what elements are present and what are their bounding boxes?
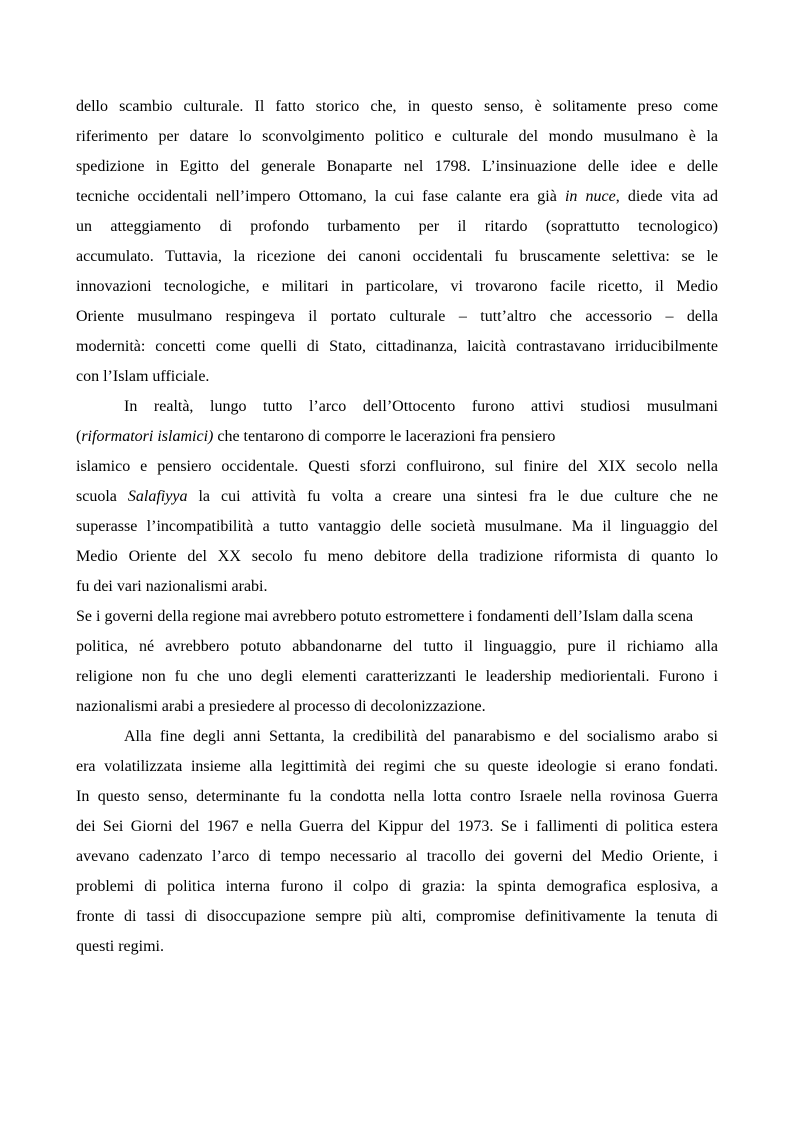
italic-term: Salafiyya <box>127 488 188 505</box>
text-line: dello scambio culturale. Il fatto storico che, in questo senso, è solitamente preso come <box>76 98 718 115</box>
text-line: era volatilizzata insieme alla legittimità dei regimi che su queste ideologie si erano fondati. <box>76 758 718 775</box>
text-line: religione non fu che uno degli elementi caratterizzanti le leadership mediorientali. Furono i <box>76 668 718 685</box>
text-line: superasse l’incompatibilità a tutto vantaggio delle società musulmane. Ma il linguaggio del <box>76 518 718 535</box>
paragraph-first-line: Alla fine degli anni Settanta, la credibilità del panarabismo e del socialismo arabo si <box>124 728 718 745</box>
text-line: spedizione in Egitto del generale Bonaparte nel 1798. L’insinuazione delle idee e delle <box>76 158 718 175</box>
text-line: modernità: concetti come quelli di Stato, cittadinanza, laicità contrastavano irriducibilmente <box>76 338 718 355</box>
text-segment: tecniche occidentali nell’impero Ottomano, la cui fase calante era già <box>76 188 565 205</box>
text-line: problemi di politica interna furono il colpo di grazia: la spinta demografica esplosiva, a <box>76 878 718 895</box>
text-line: riferimento per datare lo sconvolgimento politico e culturale del mondo musulmano è la <box>76 128 718 145</box>
text-line <box>76 422 718 452</box>
text-line: Se i governi della regione mai avrebbero potuto estromettere i fondamenti dell’Islam dalla scena <box>76 608 694 625</box>
text-segment: la cui attività fu volta a creare una sintesi fra le due culture che ne <box>187 488 718 505</box>
text-line: In questo senso, determinante fu la condotta nella lotta contro Israele nella rovinosa Guerra <box>76 788 718 805</box>
text-line: fronte di tassi di disoccupazione sempre più alti, compromise definitivamente la tenuta di <box>76 908 718 925</box>
document-body <box>76 92 718 962</box>
text-line <box>76 182 718 212</box>
text-segment: , diede vita ad <box>615 188 718 205</box>
text-segment: ( <box>76 428 82 445</box>
text-segment: che tentarono di comporre le lacerazioni fra pensiero <box>213 428 556 445</box>
text-line: accumulato. Tuttavia, la ricezione dei canoni occidentali fu bruscamente selettiva: se le <box>76 248 718 265</box>
text-line: fu dei vari nazionalismi arabi. <box>76 578 268 595</box>
text-line: innovazioni tecnologiche, e militari in particolare, vi trovarono facile ricetto, il Medio <box>76 278 718 295</box>
text-line: Oriente musulmano respingeva il portato culturale – tutt’altro che accessorio – della <box>76 308 718 325</box>
text-line: politica, né avrebbero potuto abbandonarne del tutto il linguaggio, pure il richiamo alla <box>76 638 718 655</box>
text-line: un atteggiamento di profondo turbamento per il ritardo (soprattutto tecnologico) <box>76 218 718 235</box>
italic-term: in nuce <box>564 188 616 205</box>
text-line <box>76 482 718 512</box>
text-line: islamico e pensiero occidentale. Questi sforzi confluirono, sul finire del XIX secolo nella <box>76 458 718 475</box>
text-line: con l’Islam ufficiale. <box>76 368 210 385</box>
text-line: Medio Oriente del XX secolo fu meno debitore della tradizione riformista di quanto lo <box>76 548 718 565</box>
text-segment: scuola <box>76 488 128 505</box>
paragraph-first-line: In realtà, lungo tutto l’arco dell’Ottocento furono attivi studiosi musulmani <box>124 398 718 415</box>
text-line: questi regimi. <box>76 938 164 955</box>
text-line: dei Sei Giorni del 1967 e nella Guerra del Kippur del 1973. Se i fallimenti di politica estera <box>76 818 718 835</box>
italic-term: riformatori islamici) <box>81 428 214 445</box>
text-line: avevano cadenzato l’arco di tempo necessario al tracollo dei governi del Medio Oriente, i <box>76 848 718 865</box>
text-line: nazionalismi arabi a presiedere al processo di decolonizzazione. <box>76 698 486 715</box>
